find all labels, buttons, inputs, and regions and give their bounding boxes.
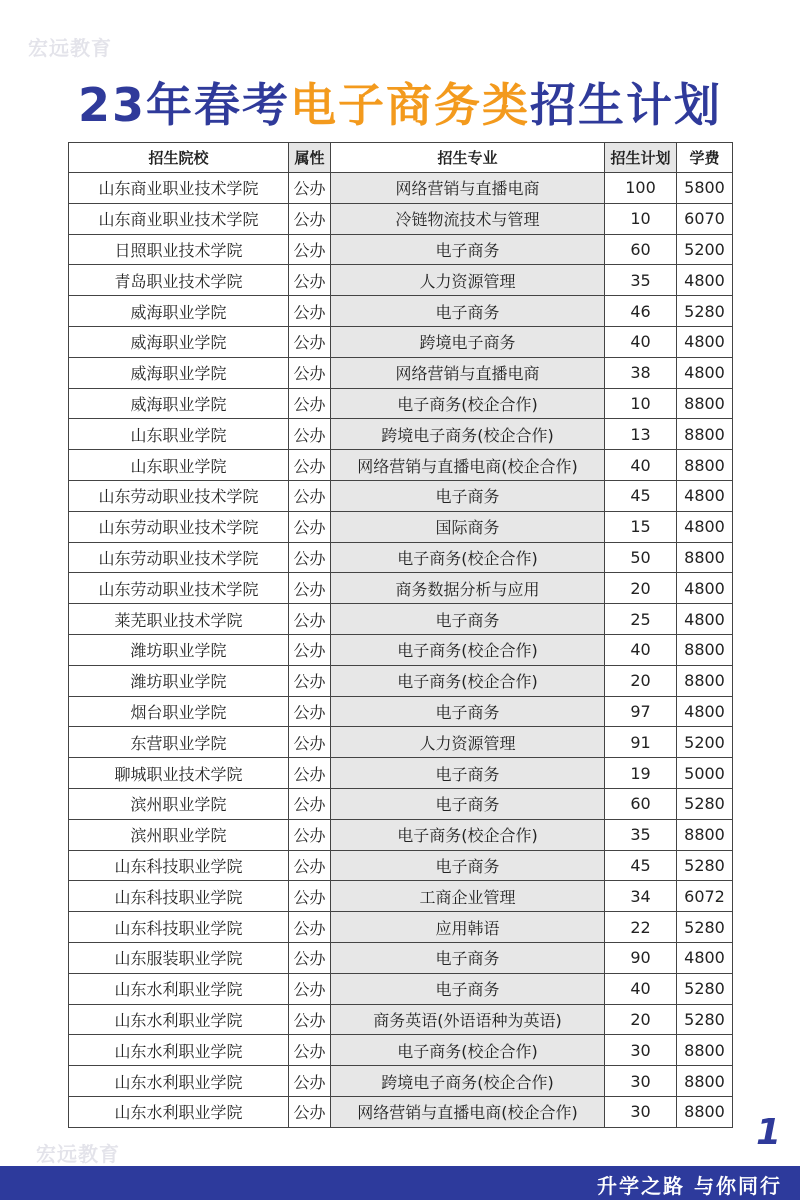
title-highlight: 电子商务类 <box>290 78 530 132</box>
cell-tuition: 5200 <box>677 234 733 265</box>
cell-tuition: 5200 <box>677 727 733 758</box>
cell-quota: 20 <box>605 665 677 696</box>
cell-quota: 40 <box>605 326 677 357</box>
table-row <box>69 265 733 296</box>
cell-school: 聊城职业技术学院 <box>69 758 289 789</box>
cell-quota: 34 <box>605 881 677 912</box>
cell-ownership: 公办 <box>289 727 331 758</box>
cell-ownership: 公办 <box>289 326 331 357</box>
cell-quota: 40 <box>605 973 677 1004</box>
cell-ownership: 公办 <box>289 604 331 635</box>
cell-quota: 45 <box>605 850 677 881</box>
cell-ownership: 公办 <box>289 973 331 1004</box>
cell-tuition: 8800 <box>677 388 733 419</box>
cell-school: 青岛职业技术学院 <box>69 265 289 296</box>
cell-ownership: 公办 <box>289 573 331 604</box>
cell-ownership: 公办 <box>289 511 331 542</box>
cell-major: 电子商务(校企合作) <box>331 1035 605 1066</box>
cell-school: 山东服装职业学院 <box>69 942 289 973</box>
table-row <box>69 634 733 665</box>
cell-school: 山东科技职业学院 <box>69 912 289 943</box>
cell-school: 山东水利职业学院 <box>69 1096 289 1127</box>
cell-tuition: 6070 <box>677 203 733 234</box>
table-row <box>69 573 733 604</box>
table-row <box>69 234 733 265</box>
cell-ownership: 公办 <box>289 819 331 850</box>
cell-tuition: 4800 <box>677 573 733 604</box>
cell-ownership: 公办 <box>289 296 331 327</box>
cell-quota: 35 <box>605 265 677 296</box>
cell-major: 电子商务 <box>331 788 605 819</box>
cell-major: 人力资源管理 <box>331 265 605 296</box>
cell-ownership: 公办 <box>289 758 331 789</box>
cell-tuition: 4800 <box>677 357 733 388</box>
cell-tuition: 6072 <box>677 881 733 912</box>
cell-school: 威海职业学院 <box>69 326 289 357</box>
cell-ownership: 公办 <box>289 881 331 912</box>
cell-quota: 22 <box>605 912 677 943</box>
cell-quota: 60 <box>605 234 677 265</box>
cell-ownership: 公办 <box>289 1096 331 1127</box>
cell-ownership: 公办 <box>289 665 331 696</box>
table-row <box>69 788 733 819</box>
table-row <box>69 419 733 450</box>
cell-ownership: 公办 <box>289 234 331 265</box>
cell-tuition: 4800 <box>677 604 733 635</box>
cell-major: 国际商务 <box>331 511 605 542</box>
table-row <box>69 203 733 234</box>
cell-ownership: 公办 <box>289 942 331 973</box>
cell-major: 电子商务 <box>331 696 605 727</box>
enrollment-plan-table <box>68 142 733 1128</box>
cell-quota: 38 <box>605 357 677 388</box>
cell-major: 电子商务(校企合作) <box>331 819 605 850</box>
header-school: 招生院校 <box>69 143 289 173</box>
table-row <box>69 1004 733 1035</box>
cell-tuition: 8800 <box>677 450 733 481</box>
table-row <box>69 1035 733 1066</box>
cell-ownership: 公办 <box>289 388 331 419</box>
header-major: 招生专业 <box>331 143 605 173</box>
cell-tuition: 8800 <box>677 1066 733 1097</box>
cell-ownership: 公办 <box>289 480 331 511</box>
cell-quota: 20 <box>605 573 677 604</box>
cell-major: 电子商务 <box>331 480 605 511</box>
cell-major: 应用韩语 <box>331 912 605 943</box>
cell-major: 电子商务 <box>331 973 605 1004</box>
table-row <box>69 758 733 789</box>
table-row <box>69 450 733 481</box>
cell-tuition: 8800 <box>677 634 733 665</box>
table-row <box>69 357 733 388</box>
page-number: 1 <box>756 1112 782 1153</box>
cell-school: 山东水利职业学院 <box>69 1035 289 1066</box>
cell-quota: 13 <box>605 419 677 450</box>
cell-major: 电子商务 <box>331 234 605 265</box>
cell-major: 冷链物流技术与管理 <box>331 203 605 234</box>
cell-major: 跨境电子商务(校企合作) <box>331 1066 605 1097</box>
cell-tuition: 4800 <box>677 265 733 296</box>
cell-quota: 19 <box>605 758 677 789</box>
cell-school: 山东职业学院 <box>69 419 289 450</box>
table-row <box>69 881 733 912</box>
table-row <box>69 326 733 357</box>
cell-school: 山东职业学院 <box>69 450 289 481</box>
header-quota: 招生计划 <box>605 143 677 173</box>
cell-major: 电子商务 <box>331 296 605 327</box>
cell-school: 潍坊职业学院 <box>69 665 289 696</box>
cell-quota: 30 <box>605 1066 677 1097</box>
table-row <box>69 511 733 542</box>
cell-major: 商务数据分析与应用 <box>331 573 605 604</box>
cell-school: 山东商业职业技术学院 <box>69 173 289 204</box>
cell-ownership: 公办 <box>289 419 331 450</box>
cell-school: 山东水利职业学院 <box>69 1004 289 1035</box>
table-row <box>69 850 733 881</box>
table-row <box>69 296 733 327</box>
cell-tuition: 5280 <box>677 973 733 1004</box>
cell-tuition: 4800 <box>677 480 733 511</box>
cell-tuition: 4800 <box>677 942 733 973</box>
table-row <box>69 942 733 973</box>
cell-major: 网络营销与直播电商(校企合作) <box>331 1096 605 1127</box>
cell-ownership: 公办 <box>289 265 331 296</box>
table-row <box>69 1066 733 1097</box>
header-tuition: 学费 <box>677 143 733 173</box>
cell-quota: 35 <box>605 819 677 850</box>
cell-major: 电子商务 <box>331 758 605 789</box>
table-row <box>69 912 733 943</box>
cell-quota: 40 <box>605 634 677 665</box>
cell-major: 网络营销与直播电商 <box>331 357 605 388</box>
cell-tuition: 8800 <box>677 665 733 696</box>
watermark-bottom: 宏远教育 <box>36 1142 120 1166</box>
cell-ownership: 公办 <box>289 1035 331 1066</box>
cell-tuition: 5280 <box>677 1004 733 1035</box>
cell-major: 电子商务(校企合作) <box>331 634 605 665</box>
cell-school: 东营职业学院 <box>69 727 289 758</box>
cell-school: 山东科技职业学院 <box>69 850 289 881</box>
cell-major: 商务英语(外语语种为英语) <box>331 1004 605 1035</box>
cell-tuition: 4800 <box>677 326 733 357</box>
table-row <box>69 388 733 419</box>
cell-major: 工商企业管理 <box>331 881 605 912</box>
table-row <box>69 604 733 635</box>
footer-slogan: 升学之路 与你同行 <box>597 1174 782 1198</box>
cell-quota: 91 <box>605 727 677 758</box>
table-header-row <box>69 143 733 173</box>
cell-tuition: 4800 <box>677 511 733 542</box>
cell-quota: 10 <box>605 203 677 234</box>
cell-ownership: 公办 <box>289 203 331 234</box>
cell-quota: 46 <box>605 296 677 327</box>
title-part-2: 招生计划 <box>530 78 722 132</box>
cell-major: 电子商务 <box>331 942 605 973</box>
cell-ownership: 公办 <box>289 696 331 727</box>
cell-major: 网络营销与直播电商 <box>331 173 605 204</box>
cell-major: 跨境电子商务 <box>331 326 605 357</box>
cell-tuition: 8800 <box>677 419 733 450</box>
cell-school: 威海职业学院 <box>69 357 289 388</box>
cell-quota: 25 <box>605 604 677 635</box>
table-row <box>69 973 733 1004</box>
cell-major: 网络营销与直播电商(校企合作) <box>331 450 605 481</box>
cell-ownership: 公办 <box>289 1004 331 1035</box>
cell-ownership: 公办 <box>289 1066 331 1097</box>
table-row <box>69 727 733 758</box>
cell-quota: 30 <box>605 1035 677 1066</box>
cell-school: 威海职业学院 <box>69 296 289 327</box>
cell-tuition: 8800 <box>677 542 733 573</box>
cell-major: 电子商务 <box>331 604 605 635</box>
cell-quota: 30 <box>605 1096 677 1127</box>
cell-quota: 97 <box>605 696 677 727</box>
cell-major: 电子商务(校企合作) <box>331 665 605 696</box>
cell-school: 山东水利职业学院 <box>69 1066 289 1097</box>
cell-ownership: 公办 <box>289 788 331 819</box>
cell-tuition: 5280 <box>677 912 733 943</box>
cell-tuition: 5800 <box>677 173 733 204</box>
page-title <box>0 70 800 140</box>
cell-quota: 40 <box>605 450 677 481</box>
title-part-1: 23年春考 <box>77 78 290 132</box>
cell-tuition: 4800 <box>677 696 733 727</box>
cell-quota: 50 <box>605 542 677 573</box>
cell-major: 跨境电子商务(校企合作) <box>331 419 605 450</box>
cell-school: 滨州职业学院 <box>69 788 289 819</box>
cell-ownership: 公办 <box>289 912 331 943</box>
cell-school: 山东劳动职业技术学院 <box>69 511 289 542</box>
cell-ownership: 公办 <box>289 850 331 881</box>
cell-quota: 15 <box>605 511 677 542</box>
table-row <box>69 696 733 727</box>
table-row <box>69 173 733 204</box>
cell-ownership: 公办 <box>289 634 331 665</box>
cell-ownership: 公办 <box>289 542 331 573</box>
cell-school: 山东劳动职业技术学院 <box>69 573 289 604</box>
cell-school: 山东水利职业学院 <box>69 973 289 1004</box>
cell-major: 人力资源管理 <box>331 727 605 758</box>
cell-major: 电子商务(校企合作) <box>331 388 605 419</box>
cell-school: 烟台职业学院 <box>69 696 289 727</box>
cell-school: 山东科技职业学院 <box>69 881 289 912</box>
cell-quota: 45 <box>605 480 677 511</box>
watermark-top: 宏远教育 <box>28 36 112 60</box>
table-row <box>69 665 733 696</box>
cell-ownership: 公办 <box>289 450 331 481</box>
cell-tuition: 8800 <box>677 1096 733 1127</box>
cell-tuition: 5000 <box>677 758 733 789</box>
cell-ownership: 公办 <box>289 173 331 204</box>
cell-quota: 90 <box>605 942 677 973</box>
table-row <box>69 542 733 573</box>
table-row <box>69 1096 733 1127</box>
cell-major: 电子商务(校企合作) <box>331 542 605 573</box>
cell-tuition: 8800 <box>677 1035 733 1066</box>
footer-bar <box>0 1166 800 1200</box>
cell-school: 莱芜职业技术学院 <box>69 604 289 635</box>
cell-tuition: 5280 <box>677 850 733 881</box>
table-row <box>69 819 733 850</box>
cell-tuition: 8800 <box>677 819 733 850</box>
cell-tuition: 5280 <box>677 296 733 327</box>
cell-quota: 100 <box>605 173 677 204</box>
cell-school: 山东劳动职业技术学院 <box>69 480 289 511</box>
cell-tuition: 5280 <box>677 788 733 819</box>
cell-school: 日照职业技术学院 <box>69 234 289 265</box>
cell-quota: 10 <box>605 388 677 419</box>
cell-school: 滨州职业学院 <box>69 819 289 850</box>
cell-quota: 60 <box>605 788 677 819</box>
cell-school: 潍坊职业学院 <box>69 634 289 665</box>
header-ownership: 属性 <box>289 143 331 173</box>
cell-school: 山东劳动职业技术学院 <box>69 542 289 573</box>
cell-major: 电子商务 <box>331 850 605 881</box>
cell-school: 山东商业职业技术学院 <box>69 203 289 234</box>
cell-school: 威海职业学院 <box>69 388 289 419</box>
cell-quota: 20 <box>605 1004 677 1035</box>
cell-ownership: 公办 <box>289 357 331 388</box>
table-row <box>69 480 733 511</box>
